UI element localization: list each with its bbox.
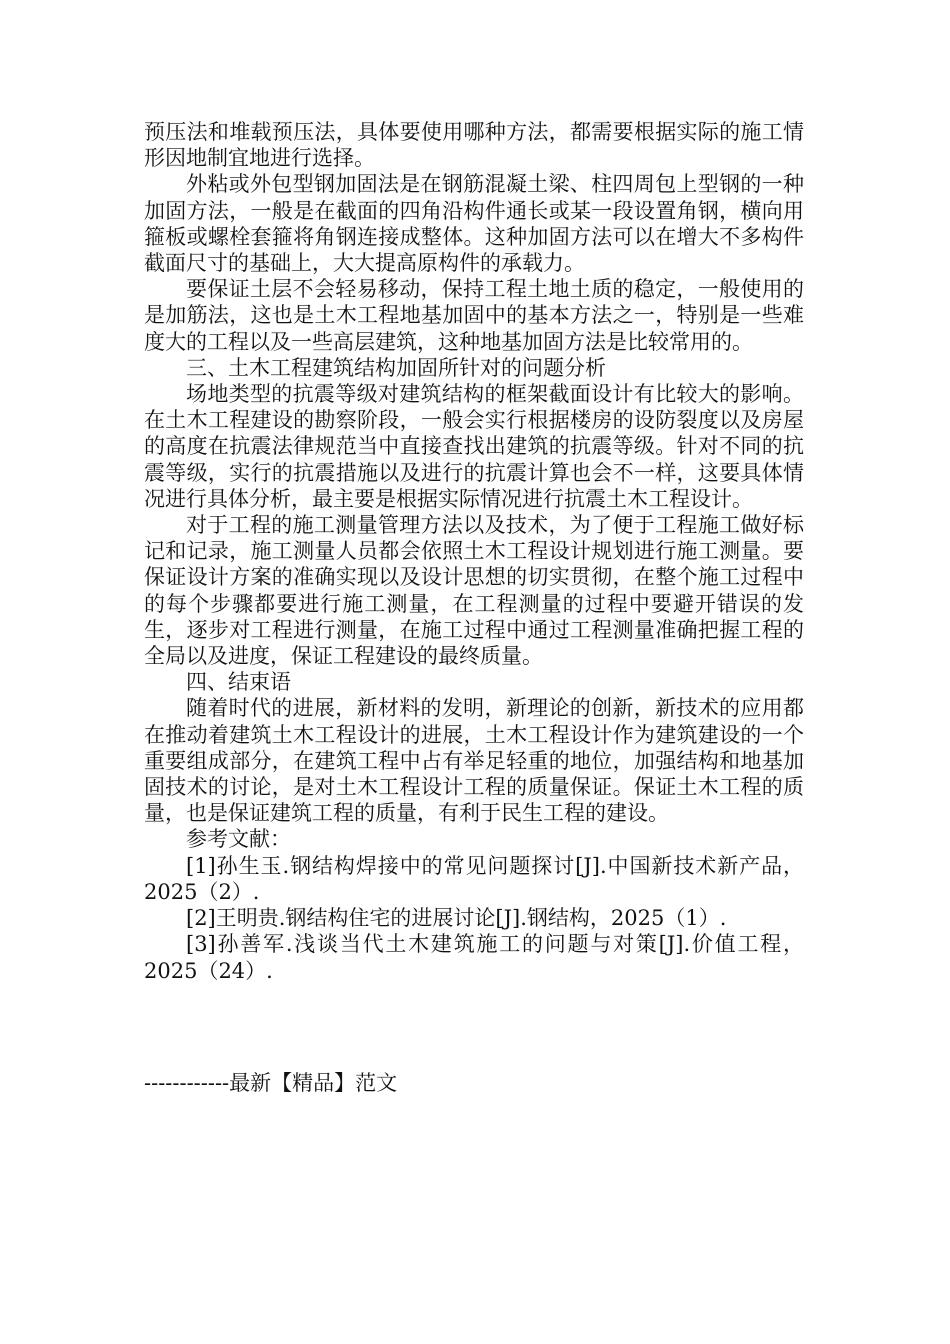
reference-item: [1]孙生玉.钢结构焊接中的常见问题探讨[J].中国新技术新产品，2025（2）. bbox=[144, 853, 804, 904]
paragraph-conclusion: 随着时代的进展，新材料的发明，新理论的创新，新技术的应用都在推动着建筑土木工程设计的进展，土木工程设计作为建筑建设的一个重要组成部分，在建筑工程中占有举足轻重的地位，加强结构和地基加固技术的讨论，是对土木工程设计工程的质量保证。保证土木工程的质量，也是保证建筑工程的质量，有利于民生工程的建设。 bbox=[144, 696, 804, 826]
paragraph-seismic-grade: 场地类型的抗震等级对建筑结构的框架截面设计有比较大的影响。在土木工程建设的勘察阶段，一般会实行根据楼房的设防裂度以及房屋的高度在抗震法律规范当中直接查找出建筑的抗震等级。针对不同的抗震等级，实行的抗震措施以及进行的抗震计算也会不一样，这要具体情况进行具体分析，最主要是根据实际情况进行抗震土木工程设计。 bbox=[144, 382, 804, 511]
section-heading-4: 四、结束语 bbox=[186, 670, 291, 695]
paragraph-continuation: 预压法和堆载预压法，具体要使用哪种方法，都需要根据实际的施工情形因地制宜地进行选择。 bbox=[144, 120, 804, 171]
document-body bbox=[144, 119, 804, 984]
paragraph-construction-survey: 对于工程的施工测量管理方法以及技术，为了便于工程施工做好标记和记录，施工测量人员都会依照土木工程设计规划进行施工测量。要保证设计方案的准确实现以及设计思想的切实贯彻，在整个施工过程中的每个步骤都要进行施工测量，在工程测量的过程中要避开错误的发生，逐步对工程进行测量，在施工过程中通过工程测量准确把握工程的全局以及进度，保证工程建设的最终质量。 bbox=[144, 513, 804, 669]
footer-tagline: ------------最新【精品】范文 bbox=[144, 1071, 398, 1095]
reference-item: [2]王明贵.钢结构住宅的进展讨论[J].钢结构，2025（1）. bbox=[186, 906, 727, 931]
paragraph-reinforced-soil: 要保证土层不会轻易移动，保持工程土地土质的稳定，一般使用的是加筋法，这也是土木工程地基加固中的基本方法之一，特别是一些难度大的工程以及一些高层建筑，这种地基加固方法是比较常用的。 bbox=[144, 277, 804, 354]
reference-list bbox=[144, 853, 804, 984]
references-heading: 参考文献： bbox=[186, 827, 291, 852]
paragraph-steel-reinforcement: 外粘或外包型钢加固法是在钢筋混凝土梁、柱四周包上型钢的一种加固方法，一般是在截面的四角沿构件通长或某一段设置角钢，横向用箍板或螺栓套箍将角钢连接成整体。这种加固方法可以在增大不多构件截面尺寸的基础上，大大提高原构件的承载力。 bbox=[144, 172, 804, 276]
section-heading-3: 三、土木工程建筑结构加固所针对的问题分析 bbox=[186, 355, 606, 380]
reference-item: [3]孙善军.浅谈当代土木建筑施工的问题与对策[J].价值工程，2025（24）. bbox=[144, 932, 804, 983]
